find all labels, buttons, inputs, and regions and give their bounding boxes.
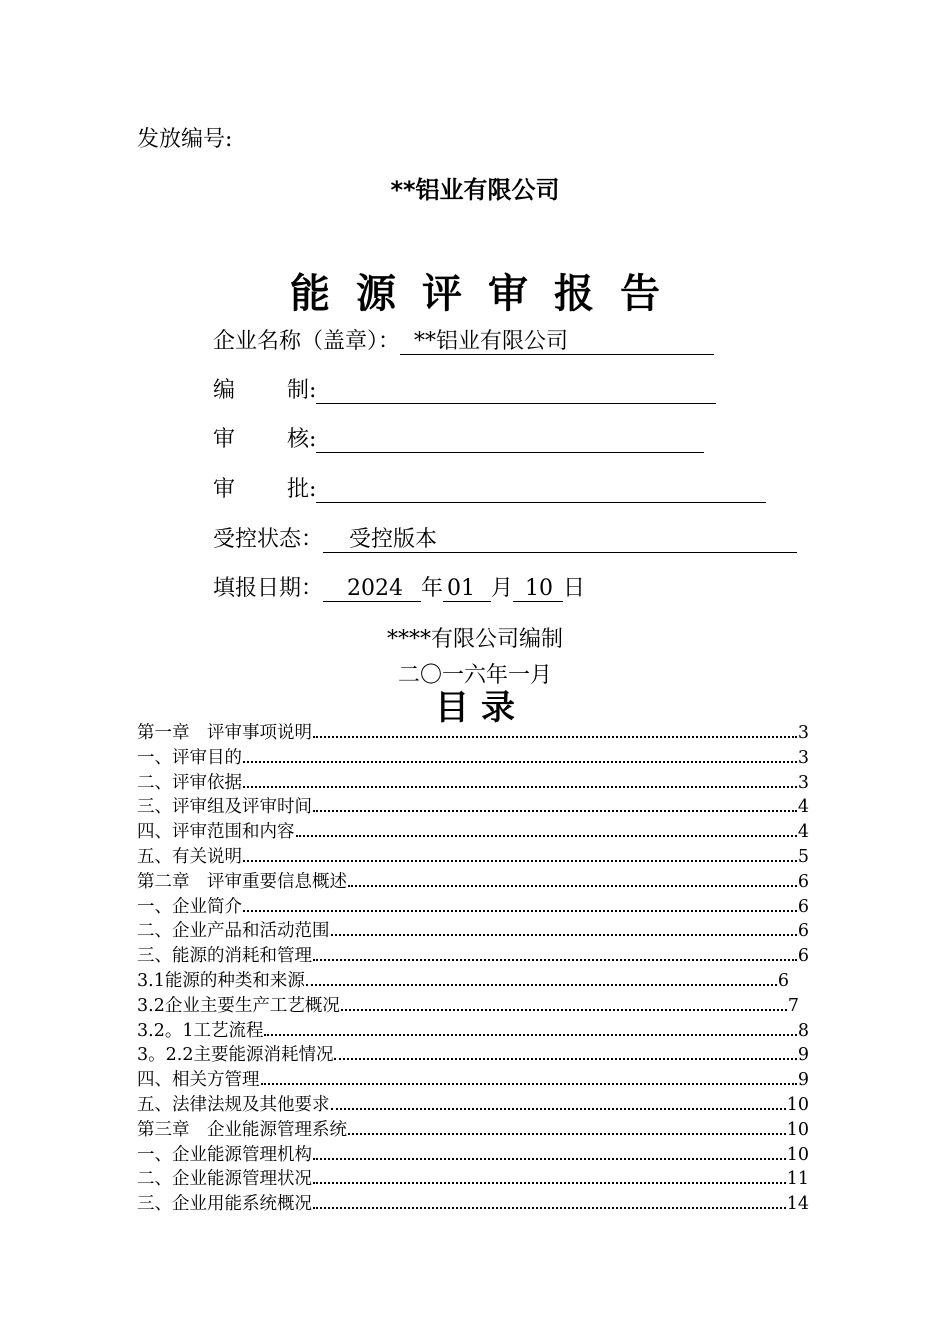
toc-leader — [313, 1157, 786, 1160]
toc-item-page: 6 — [797, 946, 809, 967]
review-label-1: 审 — [213, 427, 236, 452]
toc-leader — [306, 983, 777, 986]
toc-item-text: 3。2.2主要能源消耗情况 — [137, 1045, 334, 1066]
toc-item[interactable] — [137, 1118, 809, 1143]
date-day[interactable]: 10 — [513, 576, 563, 602]
toc-item-text: 三、能源的消耗和管理 — [137, 946, 312, 967]
company-name-field — [213, 324, 714, 355]
toc-item-page: 6 — [797, 896, 809, 917]
approve-label-1: 审 — [213, 477, 236, 502]
toc-title: 目录 — [435, 688, 527, 728]
toc-item-page: 11 — [786, 1169, 809, 1190]
toc-item-page: 10 — [786, 1144, 809, 1165]
company-heading: **铝业有限公司 — [390, 176, 560, 204]
toc-leader — [243, 760, 797, 763]
review-input-line[interactable] — [316, 426, 704, 453]
toc-item-page: 7 — [787, 995, 799, 1016]
toc-leader — [296, 834, 797, 837]
toc-item-page: 9 — [797, 1045, 809, 1066]
toc-item-text: 二、企业产品和活动范围 — [137, 921, 330, 942]
toc-item[interactable] — [137, 721, 809, 746]
date-month-unit: 月 — [491, 576, 514, 601]
report-date-label: 填报日期： — [213, 576, 324, 601]
toc-item[interactable] — [137, 1143, 809, 1168]
date-month[interactable]: 01 — [443, 576, 491, 602]
toc-item[interactable] — [137, 820, 809, 845]
toc-item[interactable] — [137, 895, 809, 920]
toc-item[interactable] — [137, 845, 809, 870]
review-field — [213, 422, 704, 453]
toc-leader — [334, 1057, 796, 1060]
toc-item-text: 三、评审组及评审时间 — [137, 797, 312, 818]
toc-leader — [264, 1033, 796, 1036]
company-name-value[interactable]: **铝业有限公司 — [400, 329, 714, 355]
toc-leader — [348, 1132, 786, 1135]
report-date-field — [213, 571, 585, 602]
toc-item-text: 二、评审依据 — [137, 772, 242, 793]
toc-leader — [313, 735, 797, 738]
date-day-unit: 日 — [563, 576, 586, 601]
toc-item-page: 6 — [797, 871, 809, 892]
toc-leader — [341, 1008, 787, 1011]
toc-item-text: 一、企业简介 — [137, 896, 242, 917]
toc-item-page: 9 — [797, 1070, 809, 1091]
compile-date: 二〇一六年一月 — [397, 663, 552, 688]
toc-leader — [313, 958, 797, 961]
toc-item-page: 4 — [797, 797, 809, 818]
toc-leader — [243, 859, 797, 862]
toc-leader — [331, 1107, 786, 1110]
toc-item[interactable] — [137, 1043, 809, 1068]
toc-item-text: 第二章 评审重要信息概述 — [137, 871, 347, 892]
toc-item-page: 3 — [797, 747, 809, 768]
compile-field — [213, 373, 716, 404]
toc-item[interactable] — [137, 771, 809, 796]
company-name-label: 企业名称（盖章）： — [213, 329, 401, 354]
toc-item-page: 6 — [777, 970, 789, 991]
toc-item-page: 8 — [797, 1020, 809, 1041]
toc-item-text: 3.2。1工艺流程 — [137, 1020, 264, 1041]
toc-item[interactable] — [137, 1093, 809, 1118]
toc-item[interactable] — [137, 944, 809, 969]
report-title: 能源评审报告 — [290, 271, 686, 317]
toc-item-text: 3.1能源的种类和来源 — [137, 970, 305, 991]
toc-item-text: 五、法律法规及其他要求 — [137, 1094, 330, 1115]
toc-item[interactable] — [137, 795, 809, 820]
toc-item-text: 3.2企业主要生产工艺概况 — [137, 995, 340, 1016]
toc-item-page: 10 — [786, 1119, 809, 1140]
toc-item-text: 五、有关说明 — [137, 846, 242, 867]
toc-item-page: 5 — [797, 846, 809, 867]
toc-item-text: 四、相关方管理 — [137, 1070, 260, 1091]
approve-field — [213, 472, 766, 503]
table-of-contents — [137, 721, 809, 1217]
compiled-by: ****有限公司编制 — [386, 627, 563, 652]
compile-label-2: 制: — [287, 378, 317, 403]
compile-label-1: 编 — [213, 378, 236, 403]
issue-number-label: 发放编号: — [137, 127, 233, 152]
approve-input-line[interactable] — [316, 476, 766, 503]
toc-item-text: 四、评审范围和内容 — [137, 822, 295, 843]
date-year[interactable]: 2024 — [323, 576, 421, 602]
compile-input-line[interactable] — [316, 377, 716, 404]
toc-item[interactable] — [137, 994, 799, 1019]
toc-item-text: 第三章 企业能源管理系统 — [137, 1119, 347, 1140]
toc-item-text: 一、评审目的 — [137, 747, 242, 768]
toc-item-page: 14 — [786, 1194, 809, 1215]
toc-item[interactable] — [137, 919, 809, 944]
toc-item[interactable] — [137, 969, 789, 994]
toc-leader — [243, 785, 797, 788]
toc-item-page: 10 — [786, 1094, 809, 1115]
toc-item-page: 3 — [797, 772, 809, 793]
control-status-field — [213, 522, 797, 553]
toc-item-text: 三、企业用能系统概况 — [137, 1194, 312, 1215]
toc-item[interactable] — [137, 1068, 809, 1093]
control-status-value[interactable]: 受控版本 — [323, 527, 797, 553]
toc-leader — [348, 884, 797, 887]
toc-item-page: 3 — [797, 723, 809, 743]
review-label-2: 核: — [287, 427, 317, 452]
date-year-unit: 年 — [421, 576, 444, 601]
toc-leader — [331, 933, 797, 936]
toc-item[interactable] — [137, 1192, 809, 1217]
toc-item[interactable] — [137, 1019, 809, 1044]
toc-leader — [313, 1206, 786, 1209]
toc-leader — [313, 1181, 786, 1184]
toc-item-page: 6 — [797, 921, 809, 942]
toc-leader — [261, 1082, 797, 1085]
toc-item[interactable] — [137, 1167, 809, 1192]
approve-label-2: 批: — [287, 477, 317, 502]
toc-item[interactable] — [137, 746, 809, 771]
toc-item-text: 一、企业能源管理机构 — [137, 1144, 312, 1165]
control-status-label: 受控状态： — [213, 527, 324, 552]
toc-item[interactable] — [137, 870, 809, 895]
toc-leader — [313, 809, 797, 812]
toc-item-text: 二、企业能源管理状况 — [137, 1169, 312, 1190]
toc-item-page: 4 — [797, 822, 809, 843]
toc-item-text: 第一章 评审事项说明 — [137, 723, 312, 743]
toc-leader — [243, 909, 797, 912]
